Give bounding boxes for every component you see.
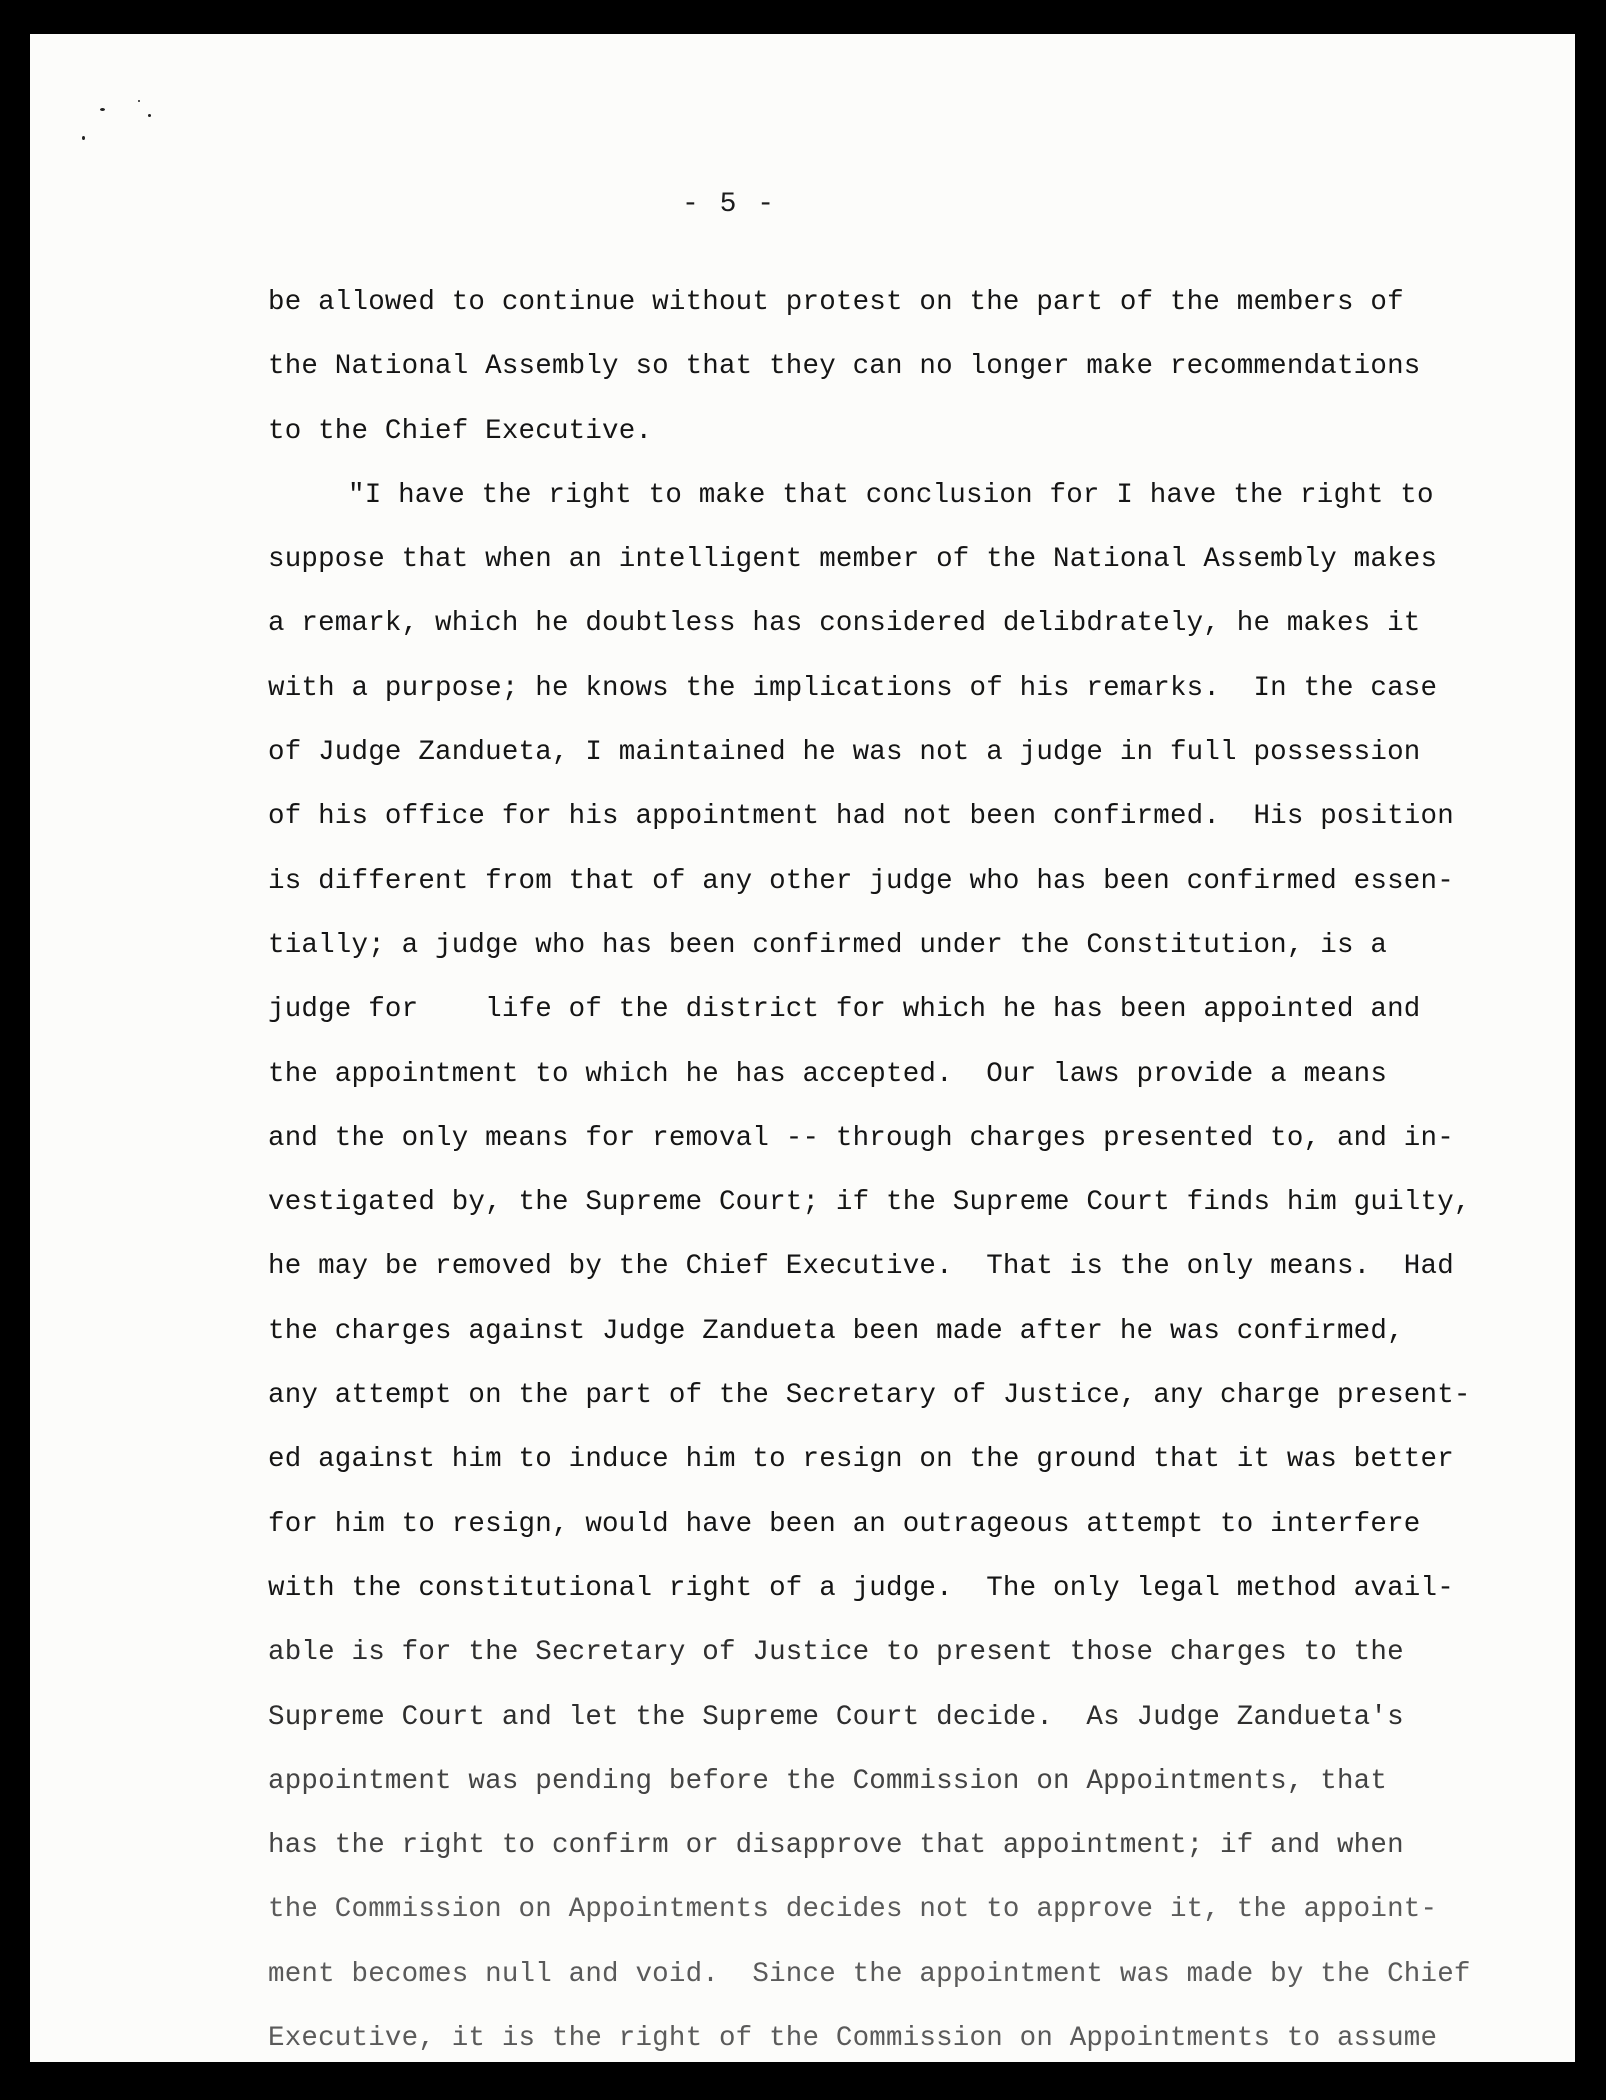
text-line: tially; a judge who has been confirmed under the Constitution, is a: [268, 929, 1388, 961]
text-line: Executive, it is the right of the Commission on Appointments to assume: [268, 2023, 1438, 2055]
text-line: vestigated by, the Supreme Court; if the Supreme Court finds him guilty,: [268, 1187, 1471, 1219]
text-line: judge for life of the district for which he has been appointed and: [268, 994, 1421, 1026]
text-line: "I have the right to make that conclusion for I have the right to: [348, 479, 1434, 511]
text-line: of his office for his appointment had not been confirmed. His position: [268, 801, 1454, 833]
text-line: for him to resign, would have been an outrageous attempt to interfere: [268, 1508, 1421, 1540]
ink-speck: [148, 114, 151, 117]
text-line: with the constitutional right of a judge. The only legal method avail-: [268, 1572, 1454, 1604]
text-line: the National Assembly so that they can no longer make recommendations: [268, 351, 1421, 383]
text-line: be allowed to continue without protest on the part of the members of: [268, 287, 1404, 318]
text-line: suppose that when an intelligent member of the National Assembly makes: [268, 544, 1438, 576]
text-line: of Judge Zandueta, I maintained he was not a judge in full possession: [268, 737, 1421, 769]
text-line: and the only means for removal -- through charges presented to, and in-: [268, 1122, 1454, 1154]
text-line: the appointment to which he has accepted. Our laws provide a means: [268, 1058, 1388, 1090]
document-page: [30, 34, 1575, 2062]
text-line: to the Chief Executive.: [268, 415, 653, 447]
ink-speck: [138, 100, 140, 102]
text-line: appointment was pending before the Commission on Appointments, that: [268, 1765, 1388, 1797]
text-line: able is for the Secretary of Justice to present those charges to the: [268, 1637, 1404, 1669]
text-line: ment becomes null and void. Since the appointment was made by the Chief: [268, 1958, 1471, 1990]
text-line: has the right to confirm or disapprove that appointment; if and when: [268, 1830, 1404, 1862]
text-line: ed against him to induce him to resign on the ground that it was better: [268, 1444, 1454, 1476]
text-line: he may be removed by the Chief Executive. That is the only means. Had: [268, 1251, 1454, 1283]
body-text: [268, 271, 1471, 2071]
page-number: - 5 -: [681, 189, 776, 220]
ink-speck: [82, 136, 85, 140]
ink-speck: [100, 108, 105, 111]
text-line: any attempt on the part of the Secretary of Justice, any charge present-: [268, 1380, 1471, 1412]
text-line: the charges against Judge Zandueta been made after he was confirmed,: [268, 1315, 1404, 1347]
text-line: a remark, which he doubtless has considered delibdrately, he makes it: [268, 608, 1421, 640]
text-line: the Commission on Appointments decides not to approve it, the appoint-: [268, 1894, 1438, 1926]
text-line: with a purpose; he knows the implications of his remarks. In the case: [268, 672, 1438, 704]
text-line: Supreme Court and let the Supreme Court decide. As Judge Zandueta's: [268, 1701, 1404, 1733]
text-line: is different from that of any other judge who has been confirmed essen-: [268, 865, 1454, 897]
